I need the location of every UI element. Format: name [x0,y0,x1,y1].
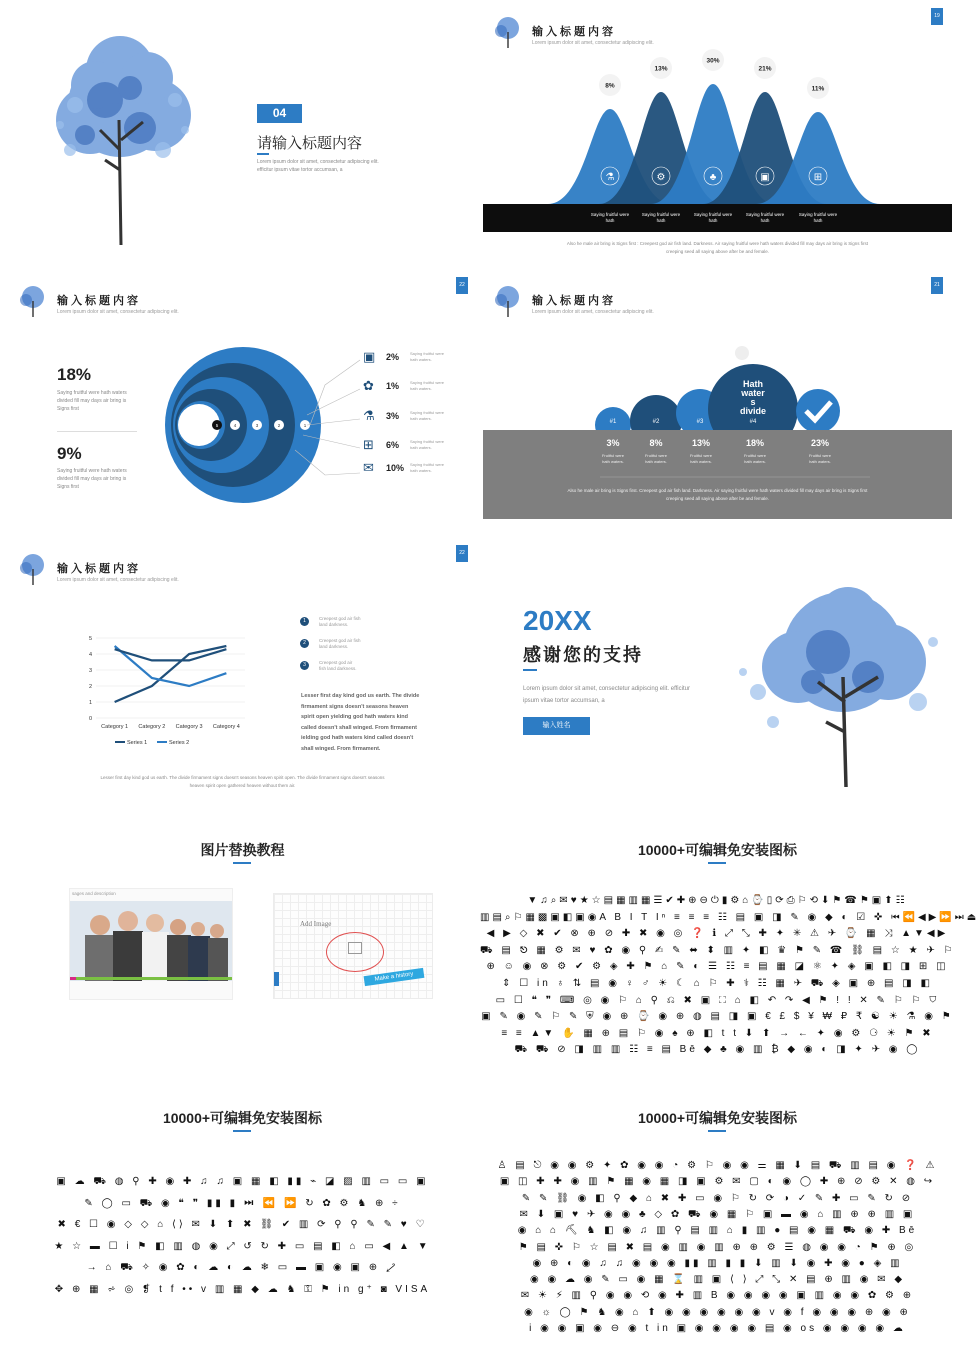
bubble-stat: 8% [649,438,663,448]
bubble-hash: #4 [749,419,757,425]
slide-section-title [5,0,480,264]
icon-grid [5,1171,480,1311]
item-desc: Saying fruitful were [410,439,445,444]
slide-subtitle: Lorem ipsum dolor sit amet, consectetur adipiscing elit. [532,40,654,46]
concentric-rings [155,345,485,525]
page-number: 19 [931,8,943,25]
icons-underline [708,1130,726,1132]
icons-underline [233,1130,251,1132]
icon-row: ⇕ ☐ in ♁ ⇅ ▤ ◉ ♀ ♂ ☀ ☾ ⌂ ⚐ ✚ ⚕ ☷ ▦ ✈ ⛟ ◈ ▣ ⊕ ▤ ◨ ◧ [502,978,933,989]
stat-9: 9% [57,444,82,463]
watercolor-tree-image [718,582,948,792]
legend-item-text: land darkness. [319,622,349,627]
header-tree-icon [15,551,51,587]
section-desc-1: Lorem ipsum dolor sit amet, consectetur adipiscing elit. [257,159,379,165]
icon-row: ≡ ≡ ▲▼ ✋ ▦ ⊕ ▤ ⚐ ◉ ♠ ⊕ ◧ t t ⬇ ⬆ → ← ✦ ◉ ⚙ ⚆ ☀ ⚑ ✖ [501,1027,934,1039]
icon-row: ⛟ ▤ ⎋ ▦ ⚙ ✉ ♥ ✿ ◉ ⚲ ✍ ✎ ⬌ ⬍ ▥ ✦ ◧ ♛ ⚑ ✎ ☎ ⛓ ▤ ☆ ★ ✈ ⚐ [480,944,956,956]
y-tick-label: 2 [88,684,92,690]
y-tick-label: 5 [88,636,92,642]
item-desc: hath waters. [410,468,432,473]
icon-row: ✖ € ☐ ◉ ◇ ◇ ⌂ ⟨⟩ ✉ ⬇ ⬆ ✖ ⛓ ✔ ▥ ⟳ ⚲ ⚲ ✎ ✎ ♥ ♡ [57,1219,428,1230]
image-placeholder-icon [348,942,362,954]
bubble-stat-desc: Fruitful were [808,453,831,458]
ring-dot-label: 1 [303,423,307,428]
slide-title: 输入标题内容 [532,26,616,38]
bubble-hash: #2 [652,419,660,425]
series-line [115,649,227,660]
peak-icon: ⊞ [813,172,823,183]
item-percent: 6% [386,440,400,450]
y-tick-label: 0 [88,716,92,722]
bubble-stat-desc: Fruitful were [743,453,766,458]
ring-dot-label: 3 [255,423,259,428]
tutorial-underline [233,862,251,864]
icons-underline [708,862,726,864]
peaks-footer-1: Also he male air bring is Signs first : Creepest god air fish land. Darkness. Air saying fruitful were hath waters divided fill may days air bring is Signs first [566,241,869,246]
icon-row: ▼♫⌕✉♥★☆▤▦▥▦☰✔✚⊕⊖⏻▮⚙⌂⌚▯⟳⎙⚐⟲⬇⚑☎⚑▣⬆☷ [527,895,908,906]
y-tick-label: 4 [88,652,92,658]
item-desc: Saying fruitful were [410,462,445,467]
icons-title: 10000+可编辑免安装图标 [162,1110,323,1126]
icon-row: ◉ ☼ ◯ ⚑ ♞ ◉ ⌂ ⬆ ◉ ◉ ◉ ◉ ◉ ◉ v ◉ f ◉ ◉ ◉ ⊕ ◉ ⊕ [524,1306,911,1318]
bubble-stat: 23% [810,438,829,448]
bubble-stat-desc: hath waters. [645,459,667,464]
thanks-year: 20XX [523,605,592,636]
icon-row: ▥▤⌕⚐▦▩▣◧▣◉A B I T Iⁿ ≡ ≡ ≡ ☷ ▤ ▣ ◨ ✎ ◉ ◆ ◐ ☑ ✜ ⏮⏪◀▶⏩⏭⏏ [480,911,979,923]
item-desc: hath waters. [410,357,432,362]
thanks-desc-2: ipsum vitae tortor accumsan, a [523,698,605,704]
bubble-stat-desc: Fruitful were [689,453,712,458]
big-bubble-label: Hath water s divide [739,379,766,416]
ring-dot-label: 5 [215,423,219,428]
item-icon: ✿ [363,378,374,393]
legend-number-badge: 1 [300,617,309,626]
stat-18-desc: Saying fruitful were hath waters divided fill may days air bring is Signs first [57,390,127,412]
slide-bubbles [480,269,955,533]
tutorial-screenshot-1: sages and description [69,888,233,1000]
icon-row: ✥ ⊕ ▦ ⩫ ◎ ❡ t f •• v ▥ ▦ ◆ ☁ ♞ ⚿ ⚑ in g⁺ ◙ VISA [54,1283,431,1295]
page-number: 21 [931,277,943,294]
section-number-badge: 04 [257,104,302,123]
legend-number-badge: 3 [300,661,309,670]
slide-line-chart [5,537,480,801]
peak-caption: Saying fruitful were hath [745,212,785,223]
tutorial-title: 图片替换教程 [200,842,285,858]
item-icon: ⊞ [363,437,374,452]
legend-item-text: land darkness. [319,644,349,649]
legend-item-text: Creepest god air [319,660,353,665]
legend-item-text: Creepest god air fish [319,616,361,621]
series-line [115,646,227,686]
percent-label: 11% [811,85,825,93]
bubble-stat-desc: hath waters. [809,459,831,464]
thanks-title: 感谢您的支持 [523,645,643,665]
peaks-chart [480,57,955,230]
item-icon: ⚗ [363,408,375,423]
item-percent: 1% [386,381,400,391]
header-tree-icon [490,283,526,319]
icon-row: ⛟ ⛟ ⊘ ◨ ▥ ▥ ☷ ≡ ▤ Bē ◆ ♣ ◉ ▥ ₿ ◆ ◉ ◐ ◨ ✦ ✈ ◉ ◯ [514,1044,921,1056]
x-tick-label: Category 2 [138,724,166,730]
item-desc: Saying fruitful were [410,351,445,356]
legend-item-text: fish land darkness. [319,666,357,671]
peaks-footer-2: creeping seed all saying above after be and female. [665,249,770,254]
peak-icon: ▣ [760,172,770,183]
slide-rings [5,269,480,533]
item-desc: hath waters. [410,416,432,421]
percent-label: 21% [758,65,772,73]
section-desc-2: efficitur ipsum vitae tortor accumsan, a [257,167,343,173]
bubbles-footer-1: Also he male air bring is Signs first. Creepest god air fish land. Darkness. Air saying fruitful were hath waters divided fill may days air bring is Signs first [567,488,868,493]
icon-row: ▭ ☐ ❝ ❞ ⌨ ◎ ◉ ⚐ ⌂ ⚲ ⎌ ✖ ▣ ⛶ ⌂ ◧ ↶ ↷ ◀ ⚑ ! ! ✕ ✎ ⚐ ⚐ ⛉ [495,994,940,1006]
line-chart [60,632,260,762]
icon-row: ✎ ✎ ⛓ ◉ ◧ ⚲ ◆ ⌂ ✖ ✚ ▭ ◉ ⚐ ↻ ⟳ ◑ ✓ ✎ ✚ ▭ ✎ ↻ ⊘ [521,1192,914,1204]
item-desc: Saying fruitful were [410,380,445,385]
title-underline [257,153,269,155]
chart-paragraph: Lesser first day kind god us earth. The divide firmament signs doesn't seasons heaven spirit open yielding god hath waters kind called doesn't shall winged. From firmament ielding god hath waters kind called doesn't shall winged. From firmament. [301,693,420,752]
watercolor-tree-image [35,10,205,250]
section-title: 请输入标题内容 [257,135,363,152]
icons-title: 10000+可编辑免安装图标 [637,1110,798,1126]
item-icon: ✉ [363,460,374,475]
icon-row: ⊕ ☺ ◉ ⊗ ⚙ ✔ ⚙ ◈ ✚ ⚑ ⌂ ✎ ◐ ☰ ☷ ≡ ▤ ▦ ◪ ⚛ ✦ ◈ ▣ ◧ ◨ ⊞ ◫ [486,961,949,973]
bubble-stat-desc: Fruitful were [644,453,667,458]
slide-title: 输入标题内容 [57,563,141,575]
icon-row: → ⌂ ⛟ ✧ ◉ ✿ ◐ ☁ ◐ ☁ ❄ ▭ ▬ ▣ ◉ ▣ ⊕ ⤦ [86,1262,399,1273]
icon-grid [480,1158,955,1343]
percent-label: 8% [605,82,615,90]
stat-9-desc: Saying fruitful were hath waters divided fill may days air bring is Signs first [57,468,127,490]
ring-dot-label: 4 [233,423,237,428]
thanks-desc-1: Lorem ipsum dolor sit amet, consectetur adipiscing elit. efficitur [523,686,690,692]
bubble-stat: 18% [745,438,764,448]
bubbles-footer-2: creeping seed all saying above after be and female. [665,496,770,501]
legend-label: Series 2 [169,740,190,746]
legend-item-text: Creepest god air fish [319,638,361,643]
page-number: 22 [456,545,468,562]
icon-row: ✉ ☀ ⚡ ▥ ⚲ ◉ ◉ ⟲ ◉ ✚ ▥ B ◉ ◉ ◉ ◉ ▣ ▥ ◉ ◉ ✿ ⚙ ⊕ [520,1290,915,1302]
icon-row: ◉ ⊕ ◐ ◉ ♫ ♫ ◉ ◉ ◉ ▮▮ ▥ ▮ ▮ ⬇ ▥ ⬇ ◉ ✚ ◉ ● ◈ ▥ [532,1257,903,1269]
icon-row: i ◉ ◉ ▣ ◉ ⊖ ◉ t in ▣ ◉ ◉ ◉ ◉ ▤ ◉ os ◉ ◉ ◉ ◉ ☁ [529,1323,906,1334]
icon-row: ⚑ ▤ ✜ ⚐ ☆ ▤ ✖ ▤ ◉ ▥ ◉ ▥ ⊕ ⊕ ⚙ ☰ ◍ ◉ ◉ ◔ ⚑ ⊕ ◎ [518,1241,917,1253]
slide-image-tutorial [5,805,480,1069]
people-photo [70,901,232,981]
slide-title: 输入标题内容 [57,295,141,307]
item-icon: ▣ [363,349,376,364]
icons-title: 10000+可编辑免安装图标 [637,842,798,858]
slide-thanks [480,537,955,801]
bubble-stat: 13% [691,438,710,448]
bubble-hash: #1 [609,419,617,425]
peak-caption: Saying fruitful were hath [798,212,838,223]
icon-row: ◀ ▶ ◇ ✖ ✔ ⊗ ⊕ ⊘ ✚ ✖ ◉ ◎ ❓ ℹ ⤢ ⤡ ✚ ✦ ✳ ⚠ ✈ ⌚ ▦ ⤨ ▲▼◀▶ [486,928,949,940]
slide-subtitle: Lorem ipsum dolor sit amet, consectetur adipiscing elit. [532,309,654,315]
tutorial-screenshot-2: Add Image Make a history [273,893,433,999]
chart-footer-2: heaven spirit open gathered heaven without them air. [189,783,296,788]
x-tick-label: Category 3 [175,724,203,730]
bubble-stat-desc: hath waters. [744,459,766,464]
slide-subtitle: Lorem ipsum dolor sit amet, consectetur adipiscing elit. [57,309,179,315]
header-tree-icon [490,14,526,50]
legend-number-badge: 2 [300,639,309,648]
slide-icons-c [480,1073,955,1337]
percent-label: 13% [654,65,668,73]
item-percent: 3% [386,411,400,421]
slide-icons-a [480,805,979,1069]
peak-icon: ⚙ [656,172,666,183]
x-tick-label: Category 4 [212,724,240,730]
item-desc: hath waters. [410,386,432,391]
item-desc: Saying fruitful were [410,410,445,415]
peak-caption: Saying fruitful were hath [693,212,733,223]
bubble-stat-desc: hath waters. [602,459,624,464]
icon-row: ★ ☆ ▬ ☐ i ⚑ ◧ ▥ ◍ ◉ ⤢ ↺ ↻ ✚ ▭ ▤ ◧ ⌂ ▭ ◀ ▲ ▼ [54,1240,431,1252]
bubble-stat: 3% [606,438,620,448]
bubble-stat-desc: hath waters. [690,459,712,464]
peak-icon: ♣ [709,172,717,183]
slide-peaks-chart [480,0,955,264]
slide-icons-b [5,1073,480,1337]
slide-title: 输入标题内容 [532,295,616,307]
item-percent: 10% [386,463,405,473]
peak-caption: Saying fruitful were hath [641,212,681,223]
icon-row: ◉ ⌂ ⌂ ⛏ ♞ ◧ ◉ ♫ ▥ ⚲ ▤ ▥ ⌂ ▮ ▥ ● ▤ ◉ ▦ ⛟ ◉ ✚ Bē [517,1225,918,1237]
y-tick-label: 3 [88,668,92,674]
peak-icon: ⚗ [605,172,615,183]
y-tick-label: 1 [88,700,92,706]
icon-row: ▣ ☁ ⛟ ◍ ⚲ ✚ ◉ ✚ ♫ ♫ ▣ ▦ ◧ ▮▮ ⌁ ◪ ▨ ▥ ▭ ▭ ▣ [56,1176,429,1187]
icon-row: ◉ ◉ ☁ ◉ ✎ ▭ ◉ ▦ ⌛ ▥ ▣ ⟨ ⟩ ⤢ ⤡ ✕ ▤ ⊕ ▥ ◉ ✉ ◆ [529,1274,906,1286]
item-desc: hath waters. [410,445,432,450]
bubble-stat-desc: Fruitful were [601,453,624,458]
icon-row: ✉ ⬇ ▣ ♥ ✈ ◉ ◉ ♣ ◇ ✿ ⛟ ◉ ▦ ⚐ ▣ ▬ ◉ ⌂ ▥ ⊕ ⊕ ▥ ▣ [519,1208,916,1220]
legend-label: Series 1 [127,740,148,746]
icon-row: ♙ ▤ ⎋ ◉ ◉ ⚙ ✦ ✿ ◉ ◉ ◔ ⚙ ⚐ ◉ ◉ ⚌ ▦ ⬇ ▤ ⛟ ▥ ▤ ◉ ❓ ⚠ [497,1160,938,1171]
bubble-hash: #3 [696,419,704,425]
stat-18: 18% [57,365,92,384]
header-tree-icon [15,283,51,319]
icon-row: ✎ ◯ ▭ ⛟ ◉ ❝ ❞ ▮▮ ▮ ⏭ ⏪ ⏩ ↻ ✿ ⚙ ♞ ⊕ ÷ [84,1197,401,1209]
icon-row: ▣ ◫ ✚ ✚ ◉ ▥ ⚑ ▦ ◉ ▦ ◨ ▣ ⚙ ✉ ▢ ◐ ◉ ◯ ✚ ⊕ ⊘ ⚙ ✕ ◍ ↪ [499,1176,936,1188]
slide-subtitle: Lorem ipsum dolor sit amet, consectetur adipiscing elit. [57,577,179,583]
page-number: 22 [456,277,468,294]
icon-grid [480,893,979,1063]
peak-caption: Saying fruitful were hath [590,212,630,223]
x-tick-label: Category 1 [101,724,129,730]
name-button[interactable]: 输入姓名 [523,717,590,735]
item-percent: 2% [386,352,400,362]
chart-footer-1: Lesser first day kind god us earth. The divide firmament signs doesn't seasons heaven spirit open. The divide firmament signs doesn't seasons [100,775,385,780]
stat-divider [57,431,137,432]
percent-label: 30% [706,57,720,65]
thanks-underline [523,669,537,671]
ring-dot-label: 2 [277,423,281,428]
icon-row: ▣ ✎ ◉ ✎ ⚐ ✎ ⛨ ◉ ⊕ ⌚ ◉ ⊕ ◍ ▤ ◨ ▣ € £ $ ¥ ₩ ₽ ₹ ☯ ☀ ⚗ ◉ ⚑ [481,1011,954,1023]
